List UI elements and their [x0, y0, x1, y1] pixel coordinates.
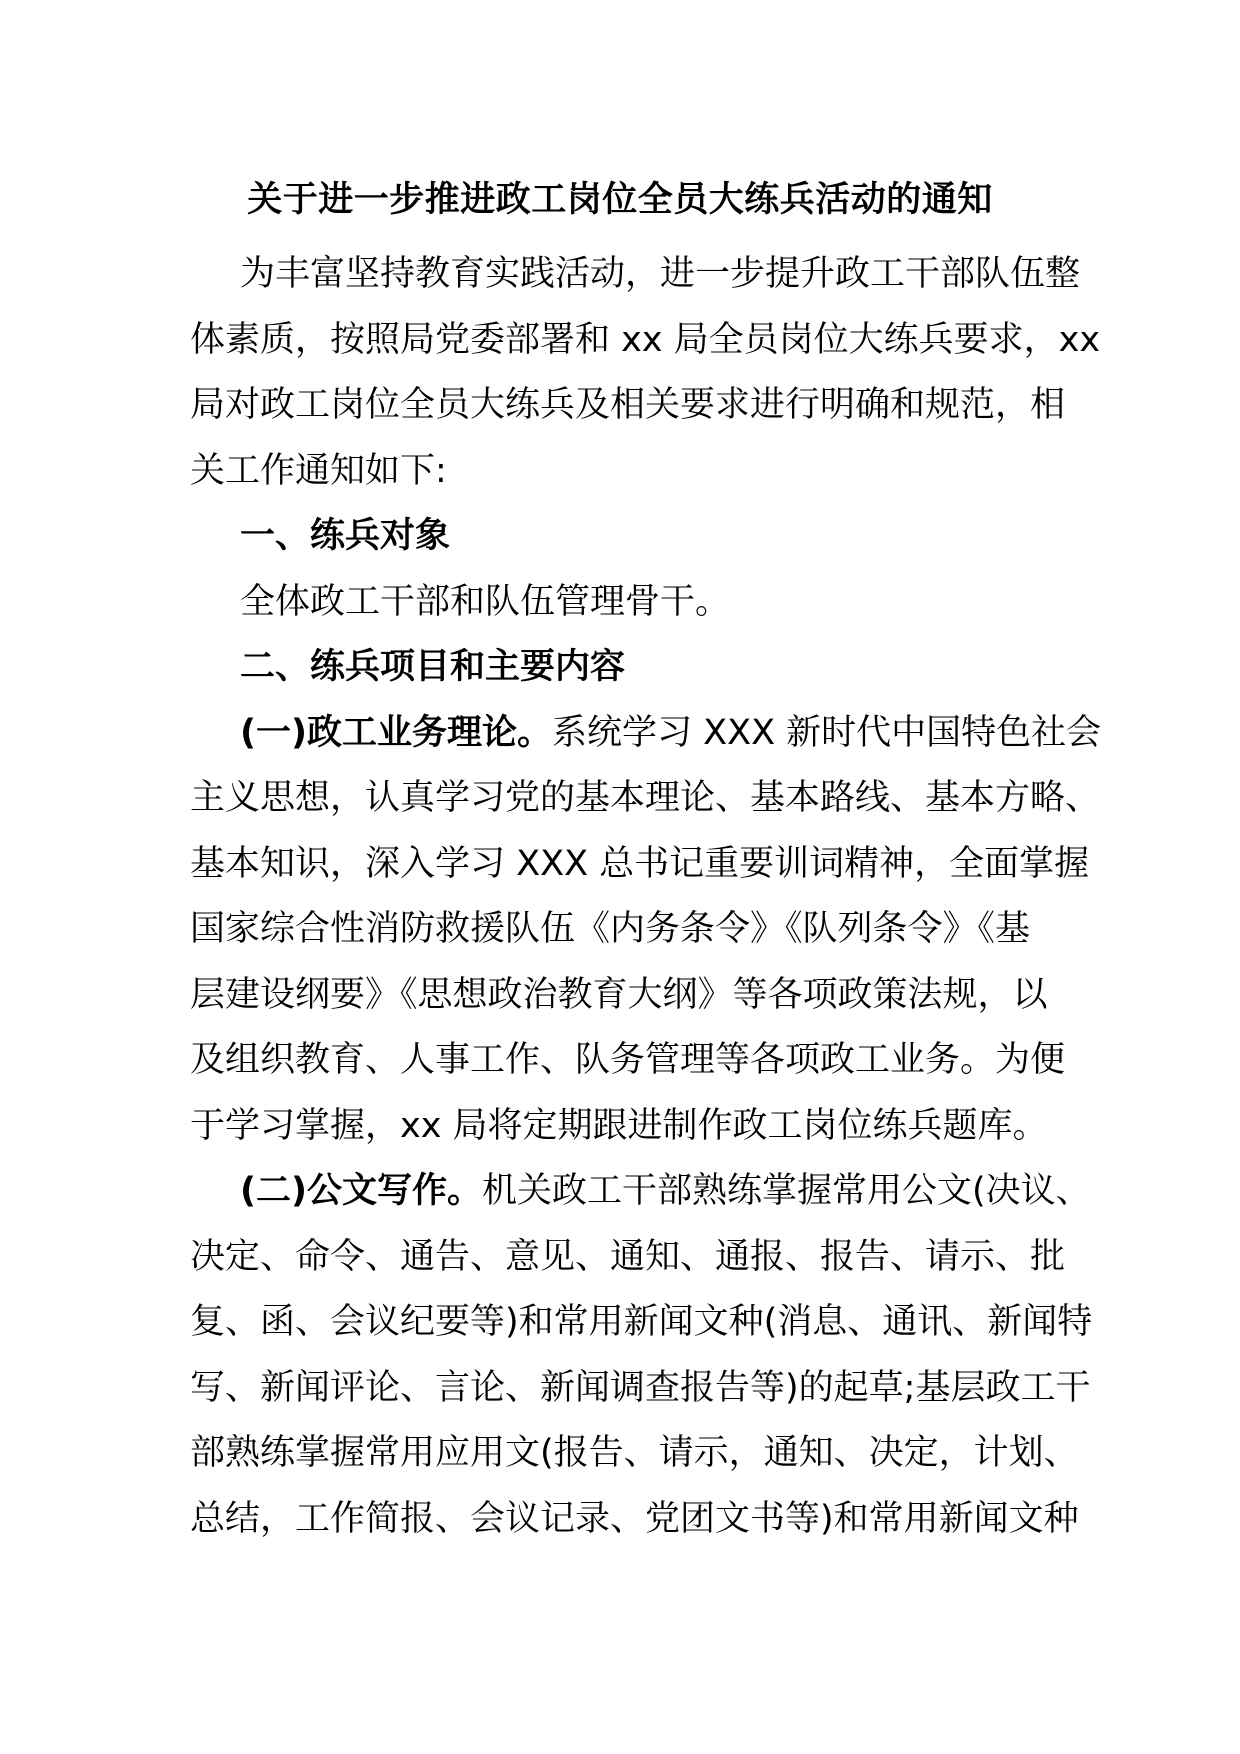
line-text: 全体政工干部和队伍管理骨干。 [240, 581, 731, 622]
paragraph-line [190, 897, 1060, 963]
line-text: 局对政工岗位全员大练兵及相关要求进行明确和规范，相 [190, 385, 1066, 425]
heading-text: 二、练兵项目和主要内容 [240, 647, 626, 687]
document-title: 关于进一步推进政工岗位全员大练兵活动的通知 [247, 180, 993, 220]
line-text: 部熟练掌握常用应用文(报告、请示，通知、决定，计划、 [190, 1433, 1079, 1473]
line-text: 层建设纲要》《思想政治教育大纲》等各项政策法规，以 [190, 974, 1048, 1015]
paragraph-line [190, 1028, 1066, 1094]
paragraph-line [190, 1290, 1093, 1356]
line-text: 关工作通知如下: [190, 450, 447, 491]
section-heading-targets [190, 504, 1060, 570]
section-heading-items [190, 635, 1060, 701]
paragraph-line [190, 439, 1060, 505]
line-text: 为丰富坚持教育实践活动，进一步提升政工干部队伍整 [240, 254, 1081, 294]
paragraph-line [190, 1421, 1079, 1487]
line-text: 国家综合性消防救援队伍《内务条令》《队列条令》《基 [190, 909, 1031, 949]
line-text: 复、函、会议纪要等)和常用新闻文种(消息、通讯、新闻特 [190, 1302, 1093, 1342]
line-text: 总结，工作简报、会议记录、党团文书等)和常用新闻文种 [190, 1498, 1079, 1539]
subsection-lead: (二)公文写作。 [240, 1171, 482, 1211]
document-body [190, 242, 1102, 1552]
paragraph-line [190, 308, 1101, 374]
line-text: 于学习掌握，xx 局将定期跟进制作政工岗位练兵题库。 [190, 1105, 1048, 1146]
paragraph-line [190, 1094, 1060, 1160]
paragraph-line [190, 373, 1066, 439]
paragraph-line [190, 570, 1060, 636]
subsection-line-writing [190, 1159, 1091, 1225]
line-text: 系统学习 XXX 新时代中国特色社会 [552, 712, 1102, 753]
paragraph-line [190, 242, 1081, 308]
paragraph-line [190, 1356, 1091, 1422]
subsection-lead: (一)政工业务理论。 [240, 712, 552, 753]
paragraph-line [190, 1225, 1066, 1291]
line-text: 机关政工干部熟练掌握常用公文(决议、 [482, 1171, 1091, 1211]
line-text: 主义思想，认真学习党的基本理论、基本路线、基本方略、 [190, 778, 1101, 818]
paragraph-line [190, 963, 1060, 1029]
paragraph-line [190, 1487, 1079, 1553]
line-text: 及组织教育、人事工作、队务管理等各项政工业务。为便 [190, 1040, 1066, 1080]
line-text: 决定、命令、通告、意见、通知、通报、报告、请示、批 [190, 1236, 1066, 1277]
paragraph-line [190, 832, 1090, 898]
subsection-line-theory [190, 701, 1102, 767]
heading-text: 一、练兵对象 [240, 516, 451, 556]
paragraph-line [190, 766, 1101, 832]
line-text: 体素质，按照局党委部署和 xx 局全员岗位大练兵要求，xx [190, 319, 1101, 360]
line-text: 基本知识，深入学习 XXX 总书记重要训词精神，全面掌握 [190, 843, 1090, 884]
line-text: 写、新闻评论、言论、新闻调查报告等)的起草;基层政工干 [190, 1367, 1091, 1408]
